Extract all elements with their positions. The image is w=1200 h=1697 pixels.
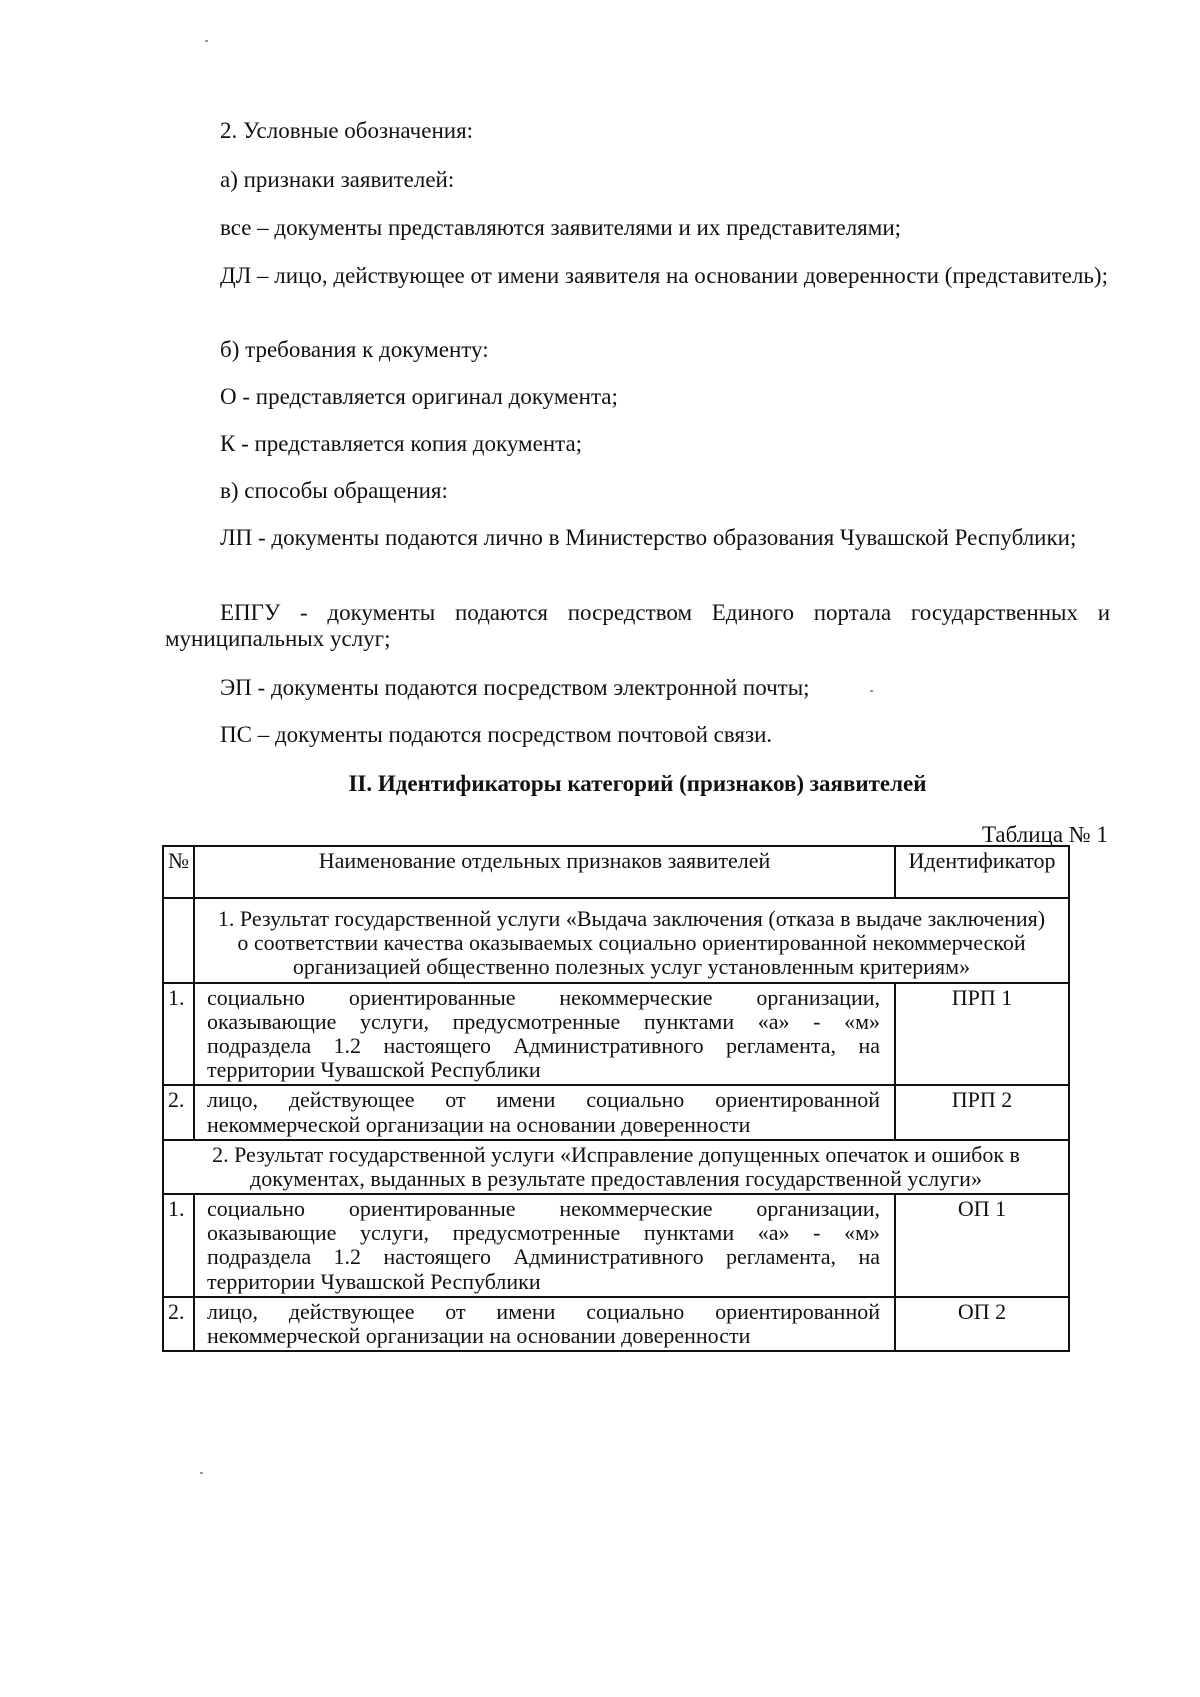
group-row xyxy=(163,898,1069,983)
row-name: социально ориентированные некоммерческие организации, оказывающие услуги, предусмотренные пунктами «а» - «м» подраздела 1.2 настоящего Административного регламента, на территории Чувашской Республики xyxy=(194,983,895,1086)
row-name: лицо, действующее от имени социально ориентированной некоммерческой организации на основании доверенности xyxy=(194,1297,895,1351)
row-num: 2. xyxy=(163,1085,194,1139)
row-identifier: ОП 1 xyxy=(895,1194,1069,1297)
legend-item-epgu: ЕПГУ - документы подаются посредством Единого портала государственных и муниципальных услуг; xyxy=(165,600,1110,652)
section-title: II. Идентификаторы категорий (признаков) заявителей xyxy=(348,771,927,796)
legend-doc-requirements: б) требования к документу: xyxy=(220,337,489,362)
applicant-identifiers-table xyxy=(162,845,1070,1352)
legend-item-dl: ДЛ – лицо, действующее от имени заявителя на основании доверенности (представитель); xyxy=(220,263,1108,288)
row-name: лицо, действующее от имени социально ориентированной некоммерческой организации на основании доверенности xyxy=(194,1085,895,1139)
table-row xyxy=(163,983,1069,1086)
legend-item-ep: ЭП - документы подаются посредством электронной почты; xyxy=(220,675,810,700)
group-row xyxy=(163,1140,1069,1194)
legend-heading: 2. Условные обозначения: xyxy=(220,118,474,143)
table-row xyxy=(163,1194,1069,1297)
group-title: 1. Результат государственной услуги «Выдача заключения (отказа в выдаче заключения) о соответствии качества оказываемых социально ориентированной некоммерческой организацией общественно полезных услуг установленным критериям» xyxy=(194,898,1069,983)
row-identifier: ПРП 2 xyxy=(895,1085,1069,1139)
row-identifier: ОП 2 xyxy=(895,1297,1069,1351)
scan-speck xyxy=(205,40,208,42)
header-identifier: Идентификатор xyxy=(895,846,1069,898)
legend-item-all: все – документы представляются заявителями и их представителями; xyxy=(220,215,902,240)
legend-item-o: О - представляется оригинал документа; xyxy=(220,384,618,409)
header-num: № xyxy=(163,846,194,898)
legend-submission-methods: в) способы обращения: xyxy=(220,478,448,503)
table-caption: Таблица № 1 xyxy=(981,822,1108,847)
scan-speck xyxy=(200,1472,203,1474)
table-row xyxy=(163,1297,1069,1351)
legend-item-lp: ЛП - документы подаются лично в Министерство образования Чувашской Республики; xyxy=(220,525,1077,550)
legend-applicant-signs: а) признаки заявителей: xyxy=(220,167,455,192)
legend-item-ps: ПС – документы подаются посредством почтовой связи. xyxy=(220,722,773,747)
group-num-cell xyxy=(163,898,194,983)
row-num: 2. xyxy=(163,1297,194,1351)
group-title: 2. Результат государственной услуги «Исправление допущенных опечаток и ошибок в документах, выданных в результате предоставления государственной услуги» xyxy=(163,1140,1069,1194)
legend-item-k: К - представляется копия документа; xyxy=(220,431,583,456)
row-num: 1. xyxy=(163,1194,194,1297)
row-identifier: ПРП 1 xyxy=(895,983,1069,1086)
table-header-row xyxy=(163,846,1069,898)
row-num: 1. xyxy=(163,983,194,1086)
header-name: Наименование отдельных признаков заявителей xyxy=(194,846,895,898)
table-row xyxy=(163,1085,1069,1139)
row-name: социально ориентированные некоммерческие организации, оказывающие услуги, предусмотренные пунктами «а» - «м» подраздела 1.2 настоящего Административного регламента, на территории Чувашской Республики xyxy=(194,1194,895,1297)
